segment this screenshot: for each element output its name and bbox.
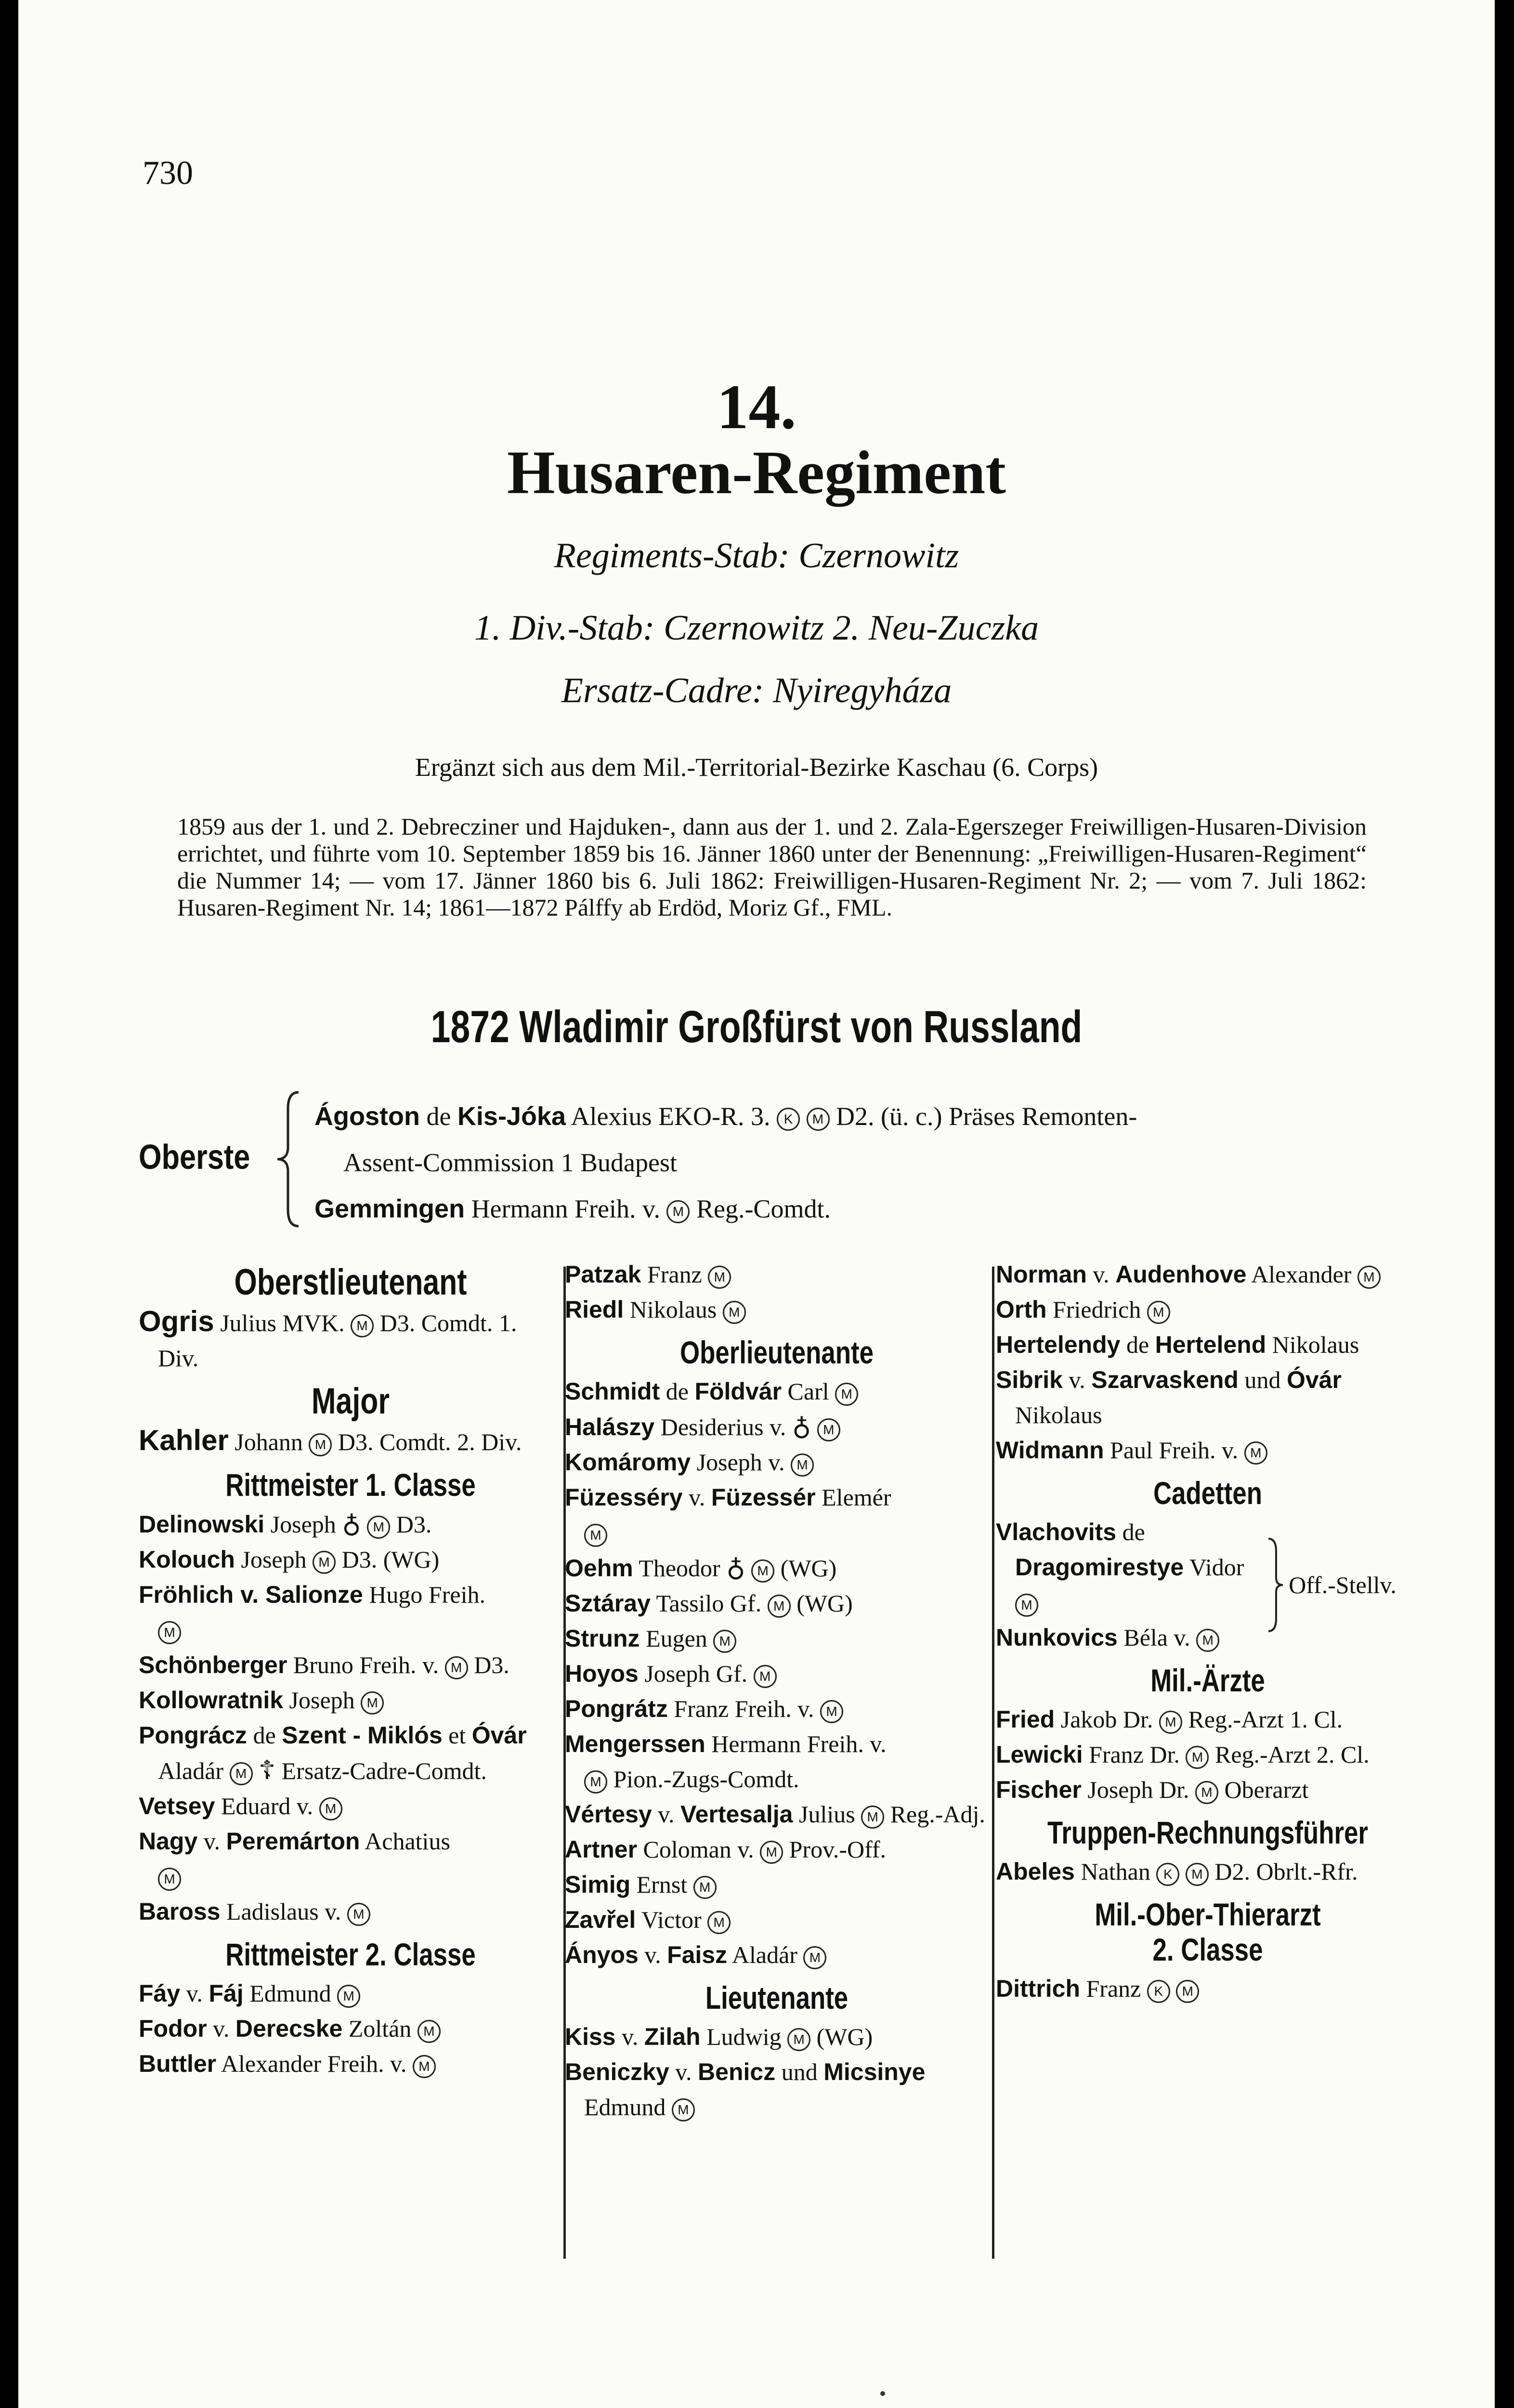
m-badge-icon: M [835,1383,858,1406]
officer-text: Eduard v. [215,1793,319,1819]
officer-text: Joseph [283,1687,361,1714]
officer-name: Baross [139,1898,221,1925]
officer-text: de [1120,1331,1155,1358]
m-badge-icon: M [672,2098,695,2121]
officer-name: Buttler [139,2050,217,2077]
m-badge-icon: M [309,1433,332,1456]
officer-text: Joseph [264,1511,342,1538]
cadetten-group [996,1515,1420,1655]
officer-text: Julius [793,1801,861,1828]
m-badge-icon: M [807,1108,830,1131]
officer-entry [139,2046,562,2081]
footer-dot [880,2391,885,2396]
officer-name: Fischer [996,1776,1082,1803]
officer-name: Strunz [565,1625,640,1652]
section-heading: Cadetten [1153,1475,1262,1511]
officer-name: Abeles [996,1858,1075,1885]
officer-text: Ladislaus v. [220,1898,347,1925]
officer-text: Ersatz-Cadre-Comdt. [275,1757,487,1784]
officer-name: Delinowski [139,1511,265,1538]
officer-entry [565,1937,989,1973]
m-badge-icon: M [584,1770,607,1793]
brace-icon [1266,1537,1285,1633]
officer-name: Füzessér [711,1484,816,1511]
regiments-stab: Regiments-Stab: Czernowitz [554,536,959,576]
m-badge-icon: M [313,1551,336,1574]
officer-entry [996,1257,1420,1292]
officer-name: Kis-Jóka [457,1102,566,1131]
m-badge-icon: M [367,1516,390,1539]
officer-entry [565,1586,989,1621]
officer-text: Julius MVK. [214,1309,351,1336]
officer-entry [565,1374,989,1409]
m-badge-icon: M [754,1665,777,1688]
officer-name: Orth [996,1296,1047,1323]
officer-entry [139,1648,562,1683]
m-badge-icon: M [1159,1711,1182,1734]
m-badge-icon: M [1244,1441,1267,1465]
officer-text: Achatius [360,1828,450,1855]
officer-text: Carl [782,1378,835,1405]
section-heading: 2. Classe [1152,1932,1263,1967]
officer-text: Franz [641,1261,708,1288]
m-badge-icon: M [347,1903,370,1926]
officer-name: Faisz [667,1941,728,1968]
m-badge-icon: M [791,1453,814,1477]
officer-text: v. [682,1484,711,1511]
m-badge-icon: M [158,1868,181,1891]
officer-name: Sztáray [565,1590,651,1617]
officer-text: D3. Comdt. 1. Div. [158,1309,517,1372]
officer-text: Edmund [243,1980,338,2007]
officer-name: Kiss [565,2023,616,2050]
officer-text: Theodor [633,1555,727,1582]
officer-text: Joseph [235,1546,313,1573]
m-badge-icon: M [707,1911,731,1934]
officer-entry [565,1292,989,1327]
section-heading: Major [311,1381,390,1422]
order-icon: ♁ [792,1412,811,1441]
officer-name: Óvár [471,1722,527,1749]
officer-text: Zoltán [342,2015,418,2042]
section-heading: Oberlieutenante [680,1335,874,1370]
officer-name: Artner [565,1836,638,1863]
officer-text: Paul Freih. v. [1104,1437,1244,1464]
officer-text: de [660,1378,695,1405]
officer-entry [565,1832,989,1867]
section-heading: Mil.-Ober-Thierarzt [1095,1897,1321,1932]
ergaenzt-text: Ergänzt sich aus dem Mil.-Territorial-Bezirke Kaschau (6. Corps) [415,753,1098,782]
officer-text: und [1238,1366,1287,1393]
section-heading: Oberstlieutenant [234,1262,467,1303]
officer-name: Pongrácz [139,1722,248,1749]
m-badge-icon: M [1176,1980,1199,2003]
regiment-number: 14. [717,371,796,442]
m-badge-icon: M [584,1524,607,1547]
officer-name: Dittrich [996,1975,1080,2002]
oberste-list [314,1093,1412,1232]
officer-entry [139,1304,562,1376]
cross-icon: ☦ [259,1756,276,1785]
officer-text: v. [638,1941,667,1968]
officer-name: Schmidt [565,1378,660,1405]
officer-text: Jakob Dr. [1055,1706,1159,1733]
m-badge-icon: M [445,1656,468,1679]
officer-text: D3. Comdt. 2. Div. [332,1428,522,1455]
officer-text: Hermann Freih. v. [705,1730,887,1757]
officer-text: Edmund [584,2094,672,2120]
officer-text: de [247,1722,282,1749]
officer-text: Nathan [1074,1858,1157,1885]
officer-entry [139,1824,562,1894]
officer-entry [996,1702,1420,1737]
officer-entry [139,1976,562,2011]
officer-name: Norman [996,1261,1087,1288]
officer-name: Simig [565,1871,631,1898]
officer-text: Alexius EKO-R. 3. [566,1102,777,1131]
officer-entry [139,2011,562,2046]
m-badge-icon: M [1147,1301,1170,1324]
m-badge-icon: M [1196,1629,1219,1652]
section-heading: Truppen-Rechnungsführer [1047,1815,1368,1850]
officer-name: Földvár [694,1378,782,1405]
officer-text: Hermann Freih. v. [465,1194,667,1223]
officer-entry [996,1327,1420,1362]
officer-entry [565,1445,989,1480]
section-heading: Lieutenante [705,1980,848,2015]
officer-name: Ágoston [314,1102,420,1131]
officer-text: v. [180,1980,209,2007]
m-badge-icon: M [1357,1266,1381,1289]
order-icon: ♁ [342,1509,361,1538]
officer-text: Nikolaus [1266,1331,1359,1358]
m-badge-icon: M [230,1762,253,1785]
officer-text: D3. [468,1651,509,1678]
officer-name: Riedl [565,1296,624,1323]
ersatz-cadre: Ersatz-Cadre: Nyiregyháza [561,671,952,710]
officer-entry [996,1292,1420,1327]
officer-text: (WG) [790,1590,853,1617]
officer-text: Joseph v. [691,1449,791,1476]
officer-entry [139,1718,562,1789]
officer-text: Joseph Gf. [638,1660,754,1687]
officer-name: Kahler [139,1424,229,1456]
regiment-inhaber: 1872 Wladimir Großfürst von Russland [431,1001,1083,1052]
officer-entry [565,1480,989,1550]
officer-name: Fodor [139,2015,207,2042]
officer-entry [565,2019,989,2055]
m-badge-icon: M [361,1691,384,1714]
officer-text: v. [652,1801,680,1828]
officer-text: Elemér [815,1484,891,1511]
m-badge-icon: M [413,2055,436,2078]
m-badge-icon: M [158,1621,181,1644]
officer-text: Alexander Freih. v. [216,2050,413,2077]
m-badge-icon: M [1186,1746,1209,1769]
officer-text: Desiderius v. [654,1413,792,1440]
officer-name: Vetsey [139,1793,215,1819]
officer-text: Aladár [158,1757,230,1784]
officer-text: Tassilo Gf. [650,1590,768,1617]
officer-text: Pion.-Zugs-Comdt. [607,1766,799,1793]
officer-name: Hertelendy [996,1331,1121,1358]
officer-text: Coloman v. [637,1836,760,1863]
officer-entry [139,1577,562,1648]
officer-text: Friedrich [1046,1296,1147,1323]
m-badge-icon: M [760,1841,783,1864]
m-badge-icon: M [319,1797,342,1820]
k-badge-icon: K [777,1108,800,1131]
officer-entry [565,1257,989,1292]
regiment-history [177,813,1367,921]
k-badge-icon: K [1147,1980,1170,2003]
officer-entry [565,1656,989,1691]
m-badge-icon: M [817,1418,840,1441]
officer-name: Ányos [565,1941,639,1968]
officer-name: Mengerssen [565,1730,705,1757]
officer-entry [139,1789,562,1824]
officer-name: Vértesy [565,1801,652,1828]
m-badge-icon: M [803,1946,826,1969]
section-heading: Rittmeister 2. Classe [225,1937,476,1972]
m-badge-icon: M [861,1806,884,1829]
officer-entry [565,1691,989,1727]
officer-name: Schönberger [139,1651,287,1678]
officer-text: Joseph Dr. [1081,1776,1195,1803]
officer-name: Kollowratnik [139,1687,284,1714]
column-divider [992,1267,994,2259]
officer-text: et [442,1722,472,1749]
officer-entry [996,1362,1420,1433]
officer-name: Halászy [565,1413,655,1440]
oberste-label: Oberste [139,1138,250,1177]
officer-text: Ernst [630,1871,693,1898]
officer-entry [996,1515,1266,1620]
division-stab: 1. Div.-Stab: Czernowitz 2. Neu-Zuczka [474,608,1039,648]
officer-text: v. [615,2023,644,2050]
document-page [18,0,1495,2408]
officer-text: Reg.-Adj. [884,1801,985,1828]
officer-text: Bruno Freih. v. [287,1651,445,1678]
officer-name: Szarvaskend [1091,1366,1239,1393]
m-badge-icon: M [693,1876,717,1899]
officer-name: Zavřel [565,1906,636,1933]
officer-text: Hugo Freih. [363,1581,485,1608]
officer-name: Derecske [235,2015,343,2042]
officer-name: Óvár [1286,1366,1342,1393]
k-badge-icon: K [1156,1863,1179,1886]
m-badge-icon: M [723,1301,746,1324]
officer-text: Victor [636,1906,708,1933]
officer-name: Audenhove [1115,1261,1247,1288]
order-icon: ♁ [726,1553,745,1582]
m-badge-icon: M [820,1700,843,1723]
officer-entry [996,1737,1420,1772]
officer-name: Szent - Miklós [282,1722,443,1749]
officer-entry [565,1727,989,1797]
officer-text: Ludwig [700,2023,788,2050]
oberste-entry [314,1186,1412,1232]
column-right [996,1257,1420,2006]
officer-text: D2. Obrlt.-Rfr. [1208,1858,1358,1885]
officer-entry [996,1854,1420,1889]
m-badge-icon: M [1195,1781,1218,1804]
officer-text: D3. [390,1511,432,1538]
officer-text: Prov.-Off. [783,1836,886,1863]
column-middle [565,1257,989,2125]
officer-name: Ogris [139,1305,214,1337]
officer-text: v. [669,2058,698,2085]
officer-name: Benicz [698,2058,776,2085]
officer-entry [565,1409,989,1445]
officer-name: Hertelend [1155,1331,1266,1358]
officer-text: Oberarzt [1218,1776,1309,1803]
officer-text: Reg.-Arzt 2. Cl. [1209,1741,1370,1768]
officer-text: Vidor [1184,1554,1244,1581]
officer-name: Beniczky [565,2058,669,2085]
m-badge-icon: M [708,1266,731,1289]
officer-text: Reg.-Arzt 1. Cl. [1182,1706,1343,1733]
officer-entry [565,1867,989,1902]
officer-entry [139,1894,562,1929]
officer-name: Pongrátz [565,1695,668,1722]
officer-entry [996,1971,1420,2006]
officer-name: Vertesalja [680,1801,793,1828]
oberste-entry-continued: Assent-Commission 1 Budapest [343,1148,678,1177]
officer-entry [565,2055,989,2125]
officer-name: Hoyos [565,1660,639,1687]
officer-entry [565,1902,989,1937]
officer-text: v. [1086,1261,1116,1288]
officer-text: Eugen [640,1625,714,1652]
m-badge-icon: M [351,1314,374,1337]
officer-text: D3. (WG) [336,1546,440,1573]
m-badge-icon: M [418,2020,441,2043]
officer-text: v. [197,1828,226,1855]
history-paragraph: 1859 aus der 1. und 2. Debrecziner und Hajduken-, dann aus der 1. und 2. Zala-Egerszeger Freiwilligen-Husaren-Division errichtet, und führte vom 10. September 1859 bis 16. Jänner 1860 unter der Benennung: „Freiwilligen-Husaren-Regiment“ die Nummer 14; — vom 17. Jänner 1860 bis 6. Juli 1862: Freiwilligen-Husaren-Regiment Nr. 2; — vom 7. Juli 1862: Husaren-Regiment Nr. 14; 1861—1872 Pálffy ab Erdöd, Moriz Gf., FML. [177,813,1367,921]
m-badge-icon: M [337,1985,360,2008]
m-badge-icon: M [713,1630,736,1653]
officer-entry [996,1433,1420,1468]
m-badge-icon: M [787,2028,810,2051]
officer-text: Franz Dr. [1083,1741,1186,1768]
officer-name: Füzesséry [565,1484,683,1511]
officer-entry [996,1620,1266,1655]
cadetten-role: Off.-Stellv. [1289,1571,1397,1598]
officer-text: und [775,2058,824,2085]
officer-name: Nunkovics [996,1624,1118,1651]
officer-entry [139,1506,562,1542]
officer-name: Widmann [996,1437,1104,1464]
officer-text: de [1116,1518,1145,1545]
section-heading: Rittmeister 1. Classe [225,1467,476,1503]
officer-entry [565,1550,989,1586]
officer-name: Lewicki [996,1741,1083,1768]
officer-name: Oehm [565,1555,633,1582]
officer-name: Kolouch [139,1546,235,1573]
section-heading: Mil.-Ärzte [1150,1662,1265,1698]
cadetten-names [996,1515,1266,1655]
officer-name: Nagy [139,1828,198,1855]
column-left [139,1257,562,2081]
officer-text: D2. (ü. c.) Präses Remonten- [829,1102,1137,1131]
officer-text: v. [1062,1366,1092,1393]
regiment-title: Husaren-Regiment [507,438,1006,507]
officer-name: Peremárton [226,1828,360,1855]
officer-text: Franz [1080,1975,1147,2002]
m-badge-icon: M [768,1595,791,1618]
officer-name: Fried [996,1706,1055,1733]
m-badge-icon: M [751,1559,774,1583]
m-badge-icon: M [1186,1863,1209,1886]
officer-text: Aladár [727,1941,804,1968]
officer-text: Alexander [1246,1261,1357,1288]
officer-text: v. [207,2015,235,2042]
officer-text: Franz Freih. v. [667,1695,821,1722]
officer-name: Fáy [139,1980,181,2007]
officer-text: Nikolaus [624,1296,723,1323]
officer-name: Fáj [209,1980,244,2007]
officer-text: Johann [228,1428,309,1455]
officer-name: Sibrik [996,1366,1063,1393]
officer-name: Fröhlich v. Salionze [139,1581,363,1608]
officer-text: Nikolaus [1015,1401,1102,1428]
officer-name: Micsinye [823,2058,926,2085]
officer-name: Vlachovits [996,1518,1117,1545]
officer-name: Komáromy [565,1449,691,1476]
officer-entry [139,1423,562,1460]
brace-icon [274,1089,302,1229]
officer-entry [565,1797,989,1832]
officer-text: Béla v. [1117,1624,1197,1651]
officer-text: (WG) [810,2023,873,2050]
officer-text: (WG) [774,1555,837,1582]
officer-entry [139,1683,562,1718]
officer-name: Zilah [644,2023,701,2050]
officer-text: de [419,1102,457,1131]
officer-entry [996,1772,1420,1807]
officer-name: Gemmingen [314,1194,465,1223]
m-badge-icon: M [1015,1594,1038,1617]
officer-text: Reg.-Comdt. [690,1194,831,1223]
oberste-entry [314,1093,1412,1139]
page-number: 730 [143,155,193,192]
officer-entry [139,1542,562,1577]
officer-name: Dragomirestye [1015,1554,1184,1581]
m-badge-icon: M [666,1200,690,1223]
officer-entry [565,1621,989,1656]
officer-name: Patzak [565,1261,641,1288]
